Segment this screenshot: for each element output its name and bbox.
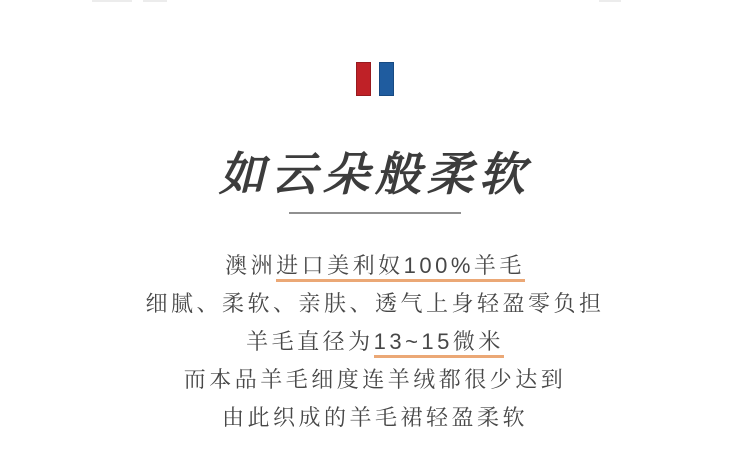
cropped-content-artifact bbox=[92, 0, 132, 2]
red-bar-icon bbox=[356, 62, 371, 96]
body-line-text: 羊毛直径为 bbox=[246, 329, 374, 354]
body-line-text: 澳洲 bbox=[225, 253, 277, 278]
cropped-content-artifact bbox=[599, 0, 621, 2]
underlined-text: 进口美利奴100%羊毛 bbox=[276, 253, 525, 282]
section-title: 如云朵般柔软 bbox=[219, 149, 531, 200]
decorative-flag-bars bbox=[0, 62, 750, 96]
title-divider bbox=[289, 212, 461, 214]
body-line-text: 由此织成的羊毛裙轻盈柔软 bbox=[221, 405, 528, 430]
body-line bbox=[0, 247, 750, 285]
cropped-content-artifact bbox=[143, 0, 167, 2]
body-line-text: 细腻、柔软、亲肤、透气上身轻盈零负担 bbox=[145, 291, 605, 316]
underlined-text: 13~15微米 bbox=[374, 329, 504, 358]
body-line bbox=[0, 361, 750, 399]
body-line bbox=[0, 323, 750, 361]
blue-bar-icon bbox=[379, 62, 394, 96]
body-copy bbox=[0, 247, 750, 437]
body-line bbox=[0, 285, 750, 323]
body-line-text: 而本品羊毛细度连羊绒都很少达到 bbox=[183, 367, 567, 392]
body-line bbox=[0, 399, 750, 437]
